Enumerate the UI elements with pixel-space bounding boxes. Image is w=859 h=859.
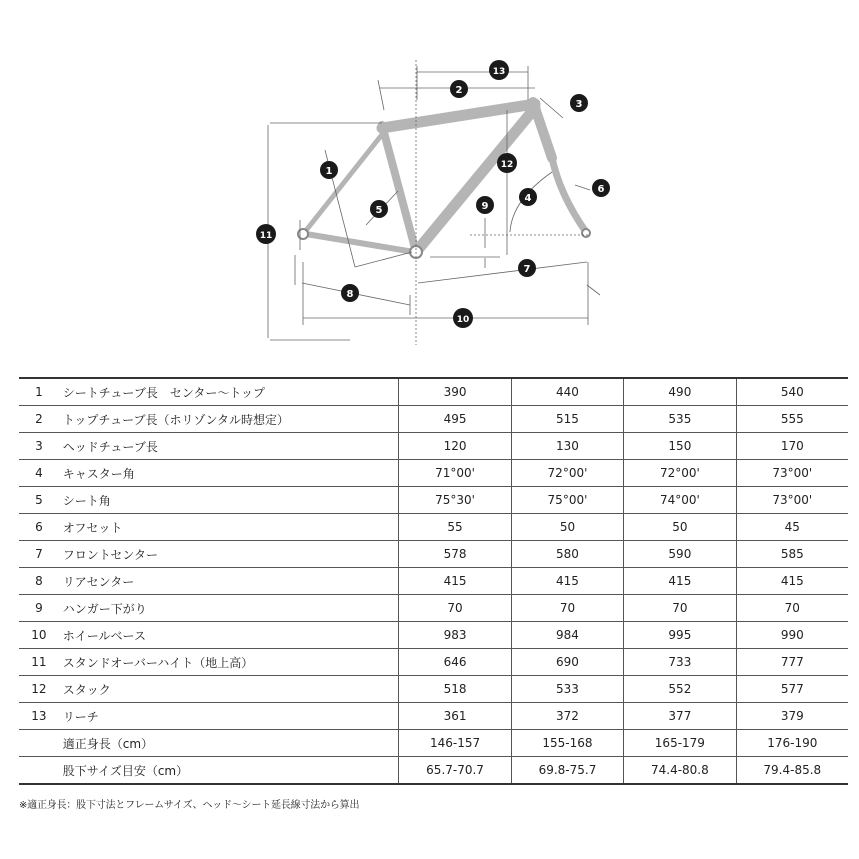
marker-5 <box>370 200 388 218</box>
size-4-value: 585 <box>736 541 848 568</box>
svg-text:1: 1 <box>325 166 333 177</box>
table-row <box>19 595 848 622</box>
size-2-value: 690 <box>511 649 623 676</box>
row-label: シート角 <box>59 487 399 514</box>
size-1-value: 390 <box>399 378 511 406</box>
size-3-value: 150 <box>624 433 736 460</box>
table-row <box>19 541 848 568</box>
size-3-value: 535 <box>624 406 736 433</box>
row-label: ホイールベース <box>59 622 399 649</box>
table-row <box>19 460 848 487</box>
footnote: ※適正身長：股下寸法とフレームサイズ、ヘッド〜シート延長線寸法から算出 <box>19 800 360 811</box>
size-3-value: 70 <box>624 595 736 622</box>
svg-text:3: 3 <box>575 99 583 110</box>
size-2-value: 372 <box>511 703 623 730</box>
geometry-table-body <box>19 378 848 784</box>
seat-tube <box>382 125 416 252</box>
row-number: 12 <box>19 676 59 703</box>
table-row <box>19 514 848 541</box>
size-3-value: 415 <box>624 568 736 595</box>
size-2-value: 415 <box>511 568 623 595</box>
size-4-value: 577 <box>736 676 848 703</box>
size-4-value: 73°00' <box>736 460 848 487</box>
table-row <box>19 649 848 676</box>
size-3-value: 165-179 <box>624 730 736 757</box>
table-row <box>19 406 848 433</box>
size-3-value: 995 <box>624 622 736 649</box>
size-1-value: 578 <box>399 541 511 568</box>
frame-tubes <box>304 102 586 252</box>
svg-text:4: 4 <box>524 193 532 204</box>
geometry-table <box>19 377 848 785</box>
marker-4 <box>519 188 537 206</box>
row-label: スタンドオーバーハイト（地上高） <box>59 649 399 676</box>
dimension-lines <box>268 60 600 345</box>
row-label: シートチューブ長 センター〜トップ <box>59 378 399 406</box>
table-row <box>19 757 848 785</box>
size-4-value: 379 <box>736 703 848 730</box>
marker-6 <box>592 179 610 197</box>
size-4-value: 79.4-85.8 <box>736 757 848 785</box>
svg-text:11: 11 <box>259 231 273 241</box>
row-number: 4 <box>19 460 59 487</box>
row-number: 9 <box>19 595 59 622</box>
row-number <box>19 757 59 785</box>
row-number: 7 <box>19 541 59 568</box>
row-number: 5 <box>19 487 59 514</box>
marker-2 <box>450 80 468 98</box>
row-label: スタック <box>59 676 399 703</box>
svg-text:5: 5 <box>375 205 383 216</box>
size-1-value: 70 <box>399 595 511 622</box>
marker-9 <box>476 196 494 214</box>
table-row <box>19 730 848 757</box>
size-4-value: 176-190 <box>736 730 848 757</box>
table-row <box>19 378 848 406</box>
size-3-value: 74.4-80.8 <box>624 757 736 785</box>
fork <box>552 158 586 232</box>
size-1-value: 495 <box>399 406 511 433</box>
size-1-value: 361 <box>399 703 511 730</box>
size-3-value: 490 <box>624 378 736 406</box>
size-3-value: 552 <box>624 676 736 703</box>
size-4-value: 170 <box>736 433 848 460</box>
row-number: 10 <box>19 622 59 649</box>
marker-10 <box>453 308 473 328</box>
marker-1 <box>320 161 338 179</box>
svg-text:13: 13 <box>492 67 506 77</box>
size-2-value: 50 <box>511 514 623 541</box>
row-number: 1 <box>19 378 59 406</box>
size-2-value: 580 <box>511 541 623 568</box>
size-1-value: 983 <box>399 622 511 649</box>
table-row <box>19 487 848 514</box>
row-number: 6 <box>19 514 59 541</box>
marker-12 <box>497 153 517 173</box>
size-4-value: 777 <box>736 649 848 676</box>
svg-text:9: 9 <box>481 201 489 212</box>
rear-dropout <box>298 229 308 239</box>
row-number: 3 <box>19 433 59 460</box>
table-row <box>19 676 848 703</box>
frame-geometry-diagram <box>0 0 859 360</box>
top-tube <box>382 104 535 128</box>
size-3-value: 733 <box>624 649 736 676</box>
row-label: 股下サイズ目安（cm） <box>59 757 399 785</box>
down-tube <box>416 108 535 252</box>
row-label: オフセット <box>59 514 399 541</box>
size-1-value: 518 <box>399 676 511 703</box>
size-4-value: 555 <box>736 406 848 433</box>
size-2-value: 69.8-75.7 <box>511 757 623 785</box>
size-1-value: 65.7-70.7 <box>399 757 511 785</box>
marker-7 <box>518 259 536 277</box>
size-3-value: 74°00' <box>624 487 736 514</box>
table-row <box>19 622 848 649</box>
row-label: キャスター角 <box>59 460 399 487</box>
size-4-value: 540 <box>736 378 848 406</box>
size-2-value: 515 <box>511 406 623 433</box>
size-1-value: 71°00' <box>399 460 511 487</box>
svg-text:6: 6 <box>597 184 605 195</box>
size-4-value: 70 <box>736 595 848 622</box>
head-tube <box>533 102 552 158</box>
row-number <box>19 730 59 757</box>
row-number: 13 <box>19 703 59 730</box>
row-label: トップチューブ長（ホリゾンタル時想定） <box>59 406 399 433</box>
svg-text:12: 12 <box>500 160 514 170</box>
table-row <box>19 433 848 460</box>
row-label: フロントセンター <box>59 541 399 568</box>
marker-11 <box>256 224 276 244</box>
size-2-value: 533 <box>511 676 623 703</box>
svg-text:2: 2 <box>455 85 463 96</box>
size-4-value: 990 <box>736 622 848 649</box>
size-2-value: 75°00' <box>511 487 623 514</box>
size-3-value: 72°00' <box>624 460 736 487</box>
front-dropout <box>582 229 590 237</box>
size-3-value: 590 <box>624 541 736 568</box>
table-row <box>19 703 848 730</box>
size-2-value: 155-168 <box>511 730 623 757</box>
row-number: 11 <box>19 649 59 676</box>
size-3-value: 50 <box>624 514 736 541</box>
size-2-value: 440 <box>511 378 623 406</box>
size-1-value: 55 <box>399 514 511 541</box>
svg-text:10: 10 <box>456 315 470 325</box>
size-1-value: 120 <box>399 433 511 460</box>
size-1-value: 146-157 <box>399 730 511 757</box>
size-2-value: 130 <box>511 433 623 460</box>
seat-stay <box>304 132 384 233</box>
size-1-value: 415 <box>399 568 511 595</box>
row-label: リーチ <box>59 703 399 730</box>
row-label: ヘッドチューブ長 <box>59 433 399 460</box>
marker-8 <box>341 284 359 302</box>
svg-text:7: 7 <box>523 264 531 275</box>
table-row <box>19 568 848 595</box>
size-4-value: 415 <box>736 568 848 595</box>
size-4-value: 73°00' <box>736 487 848 514</box>
row-label: ハンガー下がり <box>59 595 399 622</box>
size-3-value: 377 <box>624 703 736 730</box>
marker-3 <box>570 94 588 112</box>
size-1-value: 646 <box>399 649 511 676</box>
svg-text:8: 8 <box>346 289 354 300</box>
size-2-value: 72°00' <box>511 460 623 487</box>
chain-stay <box>306 234 414 252</box>
size-2-value: 70 <box>511 595 623 622</box>
size-1-value: 75°30' <box>399 487 511 514</box>
size-4-value: 45 <box>736 514 848 541</box>
row-number: 2 <box>19 406 59 433</box>
row-label: 適正身長（cm） <box>59 730 399 757</box>
dimension-markers <box>256 60 610 328</box>
row-number: 8 <box>19 568 59 595</box>
size-2-value: 984 <box>511 622 623 649</box>
row-label: リアセンター <box>59 568 399 595</box>
marker-13 <box>489 60 509 80</box>
